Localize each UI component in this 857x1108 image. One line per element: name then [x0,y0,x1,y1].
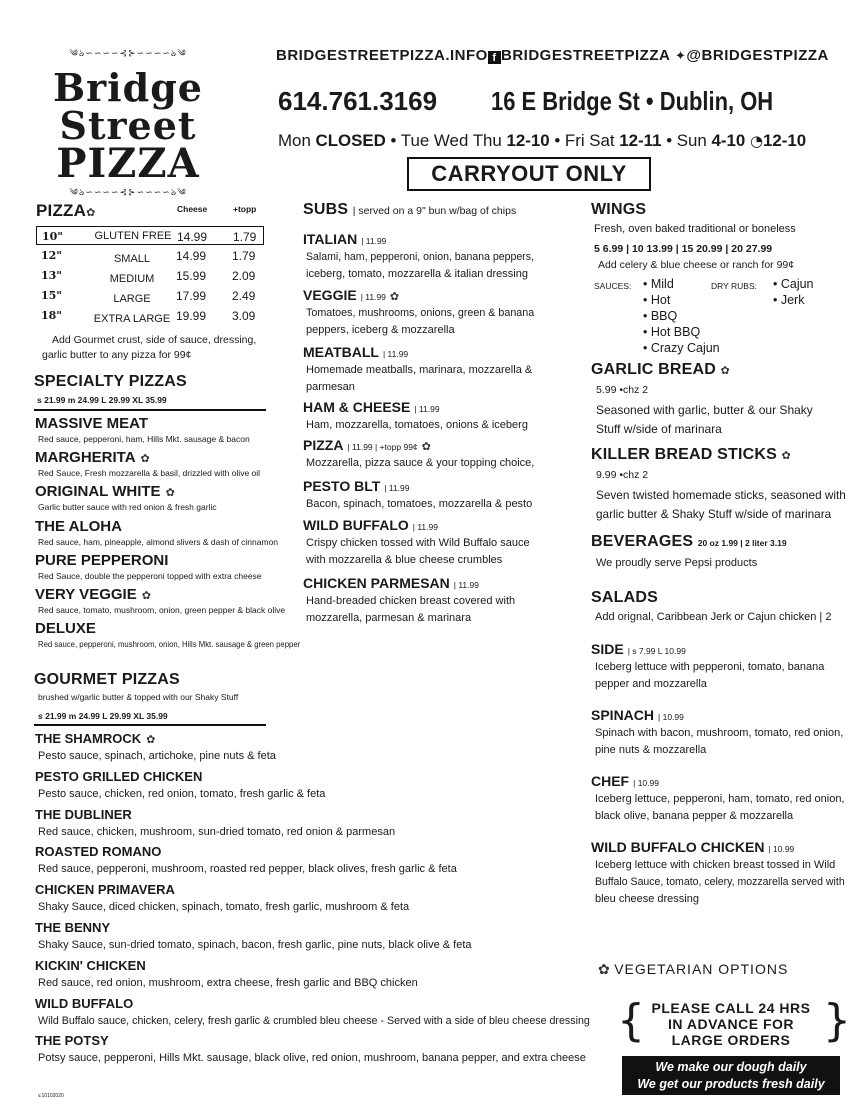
specialty-item-desc: Red sauce, tomato, mushroom, onion, green pepper & black olive [38,605,286,615]
twitter-handle: @BRIDGESTPIZZA [686,47,829,64]
garlic-desc-line: Stuff w/side of marinara [596,422,722,436]
gourmet-item-desc: Red sauce, chicken, mushroom, sun-dried tomato, red onion & parmesan [38,825,396,838]
pizza-note-2: garlic butter to any pizza for 99¢ [42,349,192,361]
twitter-link[interactable] [675,47,829,64]
sub-item-desc: Crispy chicken tossed with Wild Buffalo sauce [306,537,530,549]
beverages-title: BEVERAGES [591,533,694,550]
pizza-size: 15" [41,289,63,302]
pizza-col-cheese: Cheese [177,204,208,214]
hours-part: 12-10 [506,131,550,150]
clover-icon: ✿ [720,364,730,377]
gourmet-item-desc: Potsy sauce, pepperoni, Hills Mkt. sausage, black olive, red onion, mushroom, banana pepper, and extra cheese [38,1052,586,1065]
pizza-size: 18" [41,309,63,322]
sauces-item: • Hot [643,293,671,307]
sub-item [303,478,410,496]
gourmet-item-name [35,1033,109,1048]
salad-item [591,707,684,725]
sub-item-name: VEGGIE [303,287,357,303]
gourmet-item-name [35,958,146,973]
garlic-bread-desc [596,401,813,439]
gourmet-item-desc: Shaky Sauce, sun-dried tomato, spinach, bacon, fresh garlic, pine nuts, black olive & feta [38,939,472,951]
salad-item-desc: pepper and mozzarella [595,678,707,690]
sub-item-price: | 11.99 | +topp 99¢ [347,442,418,452]
pizza-note-1: Add Gourmet crust, side of sauce, dressing, [52,334,257,346]
gourmet-item-desc: Pesto sauce, spinach, artichoke, pine nuts & feta [38,750,276,762]
sub-item-price: | 11.99 [453,580,479,590]
pizza-size: 10" [42,230,64,243]
pizza-section [36,201,95,221]
logo-line-2: Street [59,103,197,148]
sub-item-name: PESTO BLT [303,478,381,494]
gourmet-item-name [35,882,175,897]
specialty-item-name [35,518,122,535]
garlic-bread-header [591,361,730,379]
salad-item [591,773,659,791]
salad-item-desc: Iceberg lettuce with chicken breast tossed in Wild [595,859,836,871]
sub-item-desc: Ham, mozzarella, tomatoes, onions & iceberg [306,419,528,431]
gourmet-item-desc: Shaky Sauce, diced chicken, spinach, tomato, fresh garlic, mushroom & feta [38,901,410,914]
salad-item [591,641,686,659]
sub-item [303,517,438,535]
salad-item-price: | 10.99 [658,712,684,722]
address: 16 E Bridge St • Dublin, OH [491,86,774,116]
logo-ornament-bottom: ༄ঌ∽∽∽∽⊰⊱∽∽∽∽ঌ༄ [69,188,187,198]
twitter-icon: ✦ [675,49,687,64]
pizza-cheese-price: 15.99 [176,269,207,283]
sub-item-desc: Mozzarella, pizza sauce & your topping choice, [306,457,535,469]
sub-item-name: WILD BUFFALO [303,517,409,533]
pizza-title: PIZZA [36,201,87,220]
pizza-topping-price: 1.79 [233,230,257,244]
beverages-header [591,533,787,551]
call-line-3: LARGE ORDERS [671,1032,791,1048]
call-line-1: PLEASE CALL 24 HRS [651,1000,811,1016]
salad-item-desc: Spinach with bacon, mushroom, tomato, red onion, [595,727,844,739]
sub-item-price: | 11.99 [384,483,410,493]
sauces-item: • Mild [643,277,674,291]
sub-item-name: HAM & CHEESE [303,399,411,415]
pizza-size-name: EXTRA LARGE [93,313,171,325]
salad-item-name: CHEF [591,773,630,789]
clover-icon: ✿ [598,962,610,978]
subs-title: SUBS [303,201,349,218]
hours-part: 4-10 [711,131,746,150]
pizza-size-name: LARGE [113,293,151,305]
sub-item-price: | 11.99 [360,292,386,302]
sub-item-desc: with mozzarella & blue cheese crumbles [306,554,503,566]
gourmet-item-title: CHICKEN PRIMAVERA [35,882,175,898]
sub-item-desc: Salami, ham, pepperoni, onion, banana peppers, [306,251,534,263]
sticks-desc-line: Seven twisted homemade sticks, seasoned with [596,488,846,502]
pizza-size-name: GLUTEN FREE [94,230,172,242]
specialty-item-name [35,586,151,603]
facebook-handle: BRIDGESTREETPIZZA [501,47,671,64]
logo-ornament-top: ༄ঌ∽∽∽∽⊰⊱∽∽∽∽ঌ༄ [69,49,187,59]
gourmet-item-title: ROASTED ROMANO [35,844,162,860]
pizza-size-row [36,286,264,305]
gourmet-item-title: THE POTSY [35,1033,109,1049]
sub-item-desc: Homemade meatballs, marinara, mozzarella & [306,364,533,376]
fresh-line: We get our products fresh daily [637,1077,825,1091]
hours-part: CLOSED [315,131,386,150]
vegetarian-legend [598,961,788,979]
specialty-item-title: PURE PEPPERONI [35,551,169,569]
gourmet-item-name [35,844,161,859]
pizza-col-topp: +topp [233,204,257,214]
sauces-item: • Hot BBQ [643,325,701,339]
hours-part: 12-11 [619,131,662,150]
salad-item-name: SIDE [591,641,624,657]
salad-item-price: | 10.99 [633,778,659,788]
sub-item-name: MEATBALL [303,344,379,360]
clover-icon: ✿ [146,733,156,746]
sub-item-desc: Hand-breaded chicken breast covered with [306,595,516,607]
divider [34,724,266,726]
gourmet-item-name [35,920,110,935]
specialty-item-desc: Red sauce, ham, pineapple, almond slivers & dash of cinnamon [38,536,279,547]
pizza-size-name: SMALL [113,253,151,265]
pizza-cheese-price: 19.99 [176,309,207,323]
brace-left-icon: { [617,995,645,1046]
salad-item-name: SPINACH [591,707,655,723]
gourmet-subtitle: brushed w/garlic butter & topped with our Shaky Stuff [38,692,239,702]
gourmet-item-desc: Red sauce, red onion, mushroom, extra cheese, fresh garlic and BBQ chicken [38,976,418,989]
sub-item [303,399,440,417]
specialty-item-name [35,483,175,500]
pizza-cheese-price: 14.99 [176,249,207,263]
rubs-item: • Jerk [773,293,805,307]
sub-item-name: CHICKEN PARMESAN [303,575,450,591]
pizza-size-row [36,226,264,245]
bread-sticks-header [591,446,791,464]
brace-right-icon: } [823,995,851,1046]
sauces-label: SAUCES: [594,281,632,291]
specialty-item-desc: Red Sauce, Fresh mozzarella & basil, drizzled with olive oil [38,468,261,479]
gourmet-item-title: THE BENNY [35,920,111,935]
salad-item-desc: Buffalo Sauce, tomato, celery, mozzarella served with [595,876,845,888]
sub-item-price: | 11.99 [361,236,387,246]
garlic-desc-line: Seasoned with garlic, butter & our Shaky [596,403,813,417]
clover-icon: ✿ [781,449,791,462]
salads-title: SALADS [591,589,658,606]
sub-item [303,575,479,593]
hours-part: • Tue Wed Thu [385,131,507,150]
sticks-desc-line: garlic butter & Shaky Stuff w/side of marinara [596,507,832,521]
sub-item [303,437,431,455]
specialty-item-desc: Red sauce, pepperoni, mushroom, onion, Hills Mkt. sausage & green pepper [38,639,301,650]
specialty-item-title: VERY VEGGIE [35,586,137,603]
pizza-cheese-price: 17.99 [176,289,207,303]
wings-note: Add celery & blue cheese or ranch for 99¢ [598,259,795,271]
salad-item [591,839,794,857]
divider [34,409,266,411]
pizza-topping-price: 2.09 [232,269,256,283]
wings-desc: Fresh, oven baked traditional or boneless [594,223,796,235]
sub-item-price: | 11.99 [412,522,438,532]
hours-part: • Fri Sat [549,131,620,150]
sub-item-desc: Tomatoes, mushrooms, onions, green & banana [306,307,535,319]
salad-item-desc: Iceberg lettuce, pepperoni, ham, tomato, red onion, [595,793,845,805]
logo-line-1: Bridge [53,65,203,110]
wings-title: WINGS [591,201,647,218]
specialty-item-desc: Red Sauce, double the pepperoni topped with extra cheese [38,570,262,581]
salad-item-desc: bleu cheese dressing [595,893,699,905]
rubs-list [773,276,814,308]
specialty-item-title: DELUXE [35,620,96,638]
pizza-topping-price: 3.09 [232,309,256,323]
sub-item [303,231,386,249]
pizza-topping-price: 1.79 [232,249,256,263]
subs-header [303,201,516,219]
sub-item-price: | 11.99 [414,404,440,414]
gourmet-item-desc: Wild Buffalo sauce, chicken, celery, fresh garlic & crumbled bleu cheese - Served with a side of bleu cheese dressing [38,1014,590,1027]
sub-item-price: | 11.99 [382,349,409,359]
specialty-item-title: MARGHERITA [35,449,136,467]
beverages-desc: We proudly serve Pepsi products [596,557,758,569]
hours-part: 12-10 [762,131,807,150]
sub-item-name: ITALIAN [303,231,358,247]
garlic-bread-price: 5.99 •chz 2 [596,384,649,396]
pizza-cheese-price: 14.99 [177,230,208,244]
rubs-item: • Cajun [773,277,814,291]
clover-icon: ✿ [389,290,400,303]
freshness-banner [622,1056,840,1095]
bread-sticks-price: 9.99 •chz 2 [596,469,649,481]
website-link[interactable]: BRIDGESTREETPIZZA.INFO [276,47,488,64]
call-line-2: IN ADVANCE FOR [668,1016,794,1032]
subs-subtitle: | served on a 9" bun w/bag of chips [352,205,517,217]
pizza-size: 13" [41,269,63,282]
sub-item-desc: Bacon, spinach, tomatoes, mozzarella & pesto [306,498,533,510]
salad-item-desc: Iceberg lettuce with pepperoni, tomato, banana [595,661,825,673]
sub-item-name: PIZZA [303,437,344,453]
dough-line: We make our dough daily [655,1060,807,1074]
pizza-size-name: MEDIUM [109,273,155,285]
call-ahead-notice [626,1000,836,1048]
sub-item-desc: peppers, iceberg & mozzarella [306,324,455,336]
gourmet-item-title: THE DUBLINER [35,806,132,822]
specialty-item-name [35,620,96,637]
gourmet-item-desc: Red sauce, pepperoni, mushroom, roasted red pepper, black olives, fresh garlic & feta [38,863,457,876]
salad-item-price: | 10.99 [768,844,795,854]
clover-icon: ✿ [86,206,96,219]
pizza-topping-price: 2.49 [232,289,256,303]
clover-icon: ✿ [140,452,150,466]
specialty-item-name [35,449,150,466]
sub-item-desc: parmesan [306,381,355,393]
specialty-item-desc: Garlic butter sauce with red onion & fresh garlic [38,502,217,513]
specialty-item-title: ORIGINAL WHITE [35,483,161,501]
sauces-item: • BBQ [643,309,678,323]
gourmet-item-title: WILD BUFFALO [35,995,134,1011]
specialty-title: SPECIALTY PIZZAS [34,373,187,390]
gourmet-title: GOURMET PIZZAS [34,671,180,688]
salad-item-price: | s 7.99 L 10.99 [627,646,686,656]
specialty-prices: s 21.99 m 24.99 L 29.99 XL 35.99 [37,395,167,405]
specialty-item-name [35,415,148,432]
specialty-item-desc: Red sauce, pepperoni, ham, Hills Mkt. sausage & bacon [38,434,250,444]
clover-icon: ✿ [165,486,175,500]
clock-icon: ◔ [749,132,763,150]
specialty-item-title: MASSIVE MEAT [35,415,149,432]
clover-icon: ✿ [421,440,431,453]
salad-item-desc: black olive, banana pepper & mozzarella [595,810,794,822]
gourmet-prices: s 21.99 m 24.99 L 29.99 XL 35.99 [38,711,168,721]
gourmet-item-name [35,769,202,784]
sub-item [303,344,408,362]
wings-prices: 5 6.99 | 10 13.99 | 15 20.99 | 20 27.99 [594,243,773,255]
sub-item-desc: iceberg, tomato, mozzarella & italian dressing [306,268,528,280]
gourmet-item-name [35,807,132,822]
garlic-bread-title: GARLIC BREAD [591,361,717,378]
bread-sticks-title: KILLER BREAD STICKS [591,446,778,463]
gourmet-item-title: THE SHAMROCK [35,731,142,746]
gourmet-item-name [35,731,155,746]
facebook-icon: f [488,51,501,64]
hours-part: Mon [278,131,316,150]
salads-note: Add orignal, Caribbean Jerk or Cajun chicken | 2 [595,611,832,623]
bread-sticks-desc [596,486,851,524]
specialty-item-title: THE ALOHA [35,517,122,535]
beverages-price: 20 oz 1.99 | 2 liter 3.19 [697,538,787,548]
logo-line-3: PIZZA [56,140,200,187]
hours-part: • Sun [661,131,712,150]
clover-icon: ✿ [141,589,151,602]
sauces-item: • Crazy Cajun [643,341,720,355]
carryout-only-banner: CARRYOUT ONLY [407,157,651,191]
rubs-label: DRY RUBS: [711,281,757,291]
salad-item-name: WILD BUFFALO CHICKEN [591,839,765,855]
pizza-size-row [36,246,264,265]
version-label: v.10102020 [38,1093,64,1099]
pizza-size-row [36,266,264,285]
sauces-list [643,276,720,356]
hours [278,131,806,151]
sub-item [303,287,399,305]
logo [38,44,218,208]
gourmet-item-name [35,996,133,1011]
salad-item-desc: pine nuts & mozzarella [595,744,707,756]
facebook-link[interactable] [488,47,670,64]
gourmet-item-title: KICKIN' CHICKEN [35,957,146,973]
gourmet-item-desc: Pesto sauce, chicken, red onion, tomato, fresh garlic & feta [38,787,326,800]
vegetarian-label: VEGETARIAN OPTIONS [614,961,789,977]
phone-number[interactable]: 614.761.3169 [278,86,438,116]
specialty-item-name [35,552,168,569]
pizza-size: 12" [41,249,63,262]
pizza-size-row [36,306,264,325]
gourmet-item-title: PESTO GRILLED CHICKEN [35,768,203,784]
sub-item-desc: mozzarella, parmesan & marinara [306,612,472,624]
